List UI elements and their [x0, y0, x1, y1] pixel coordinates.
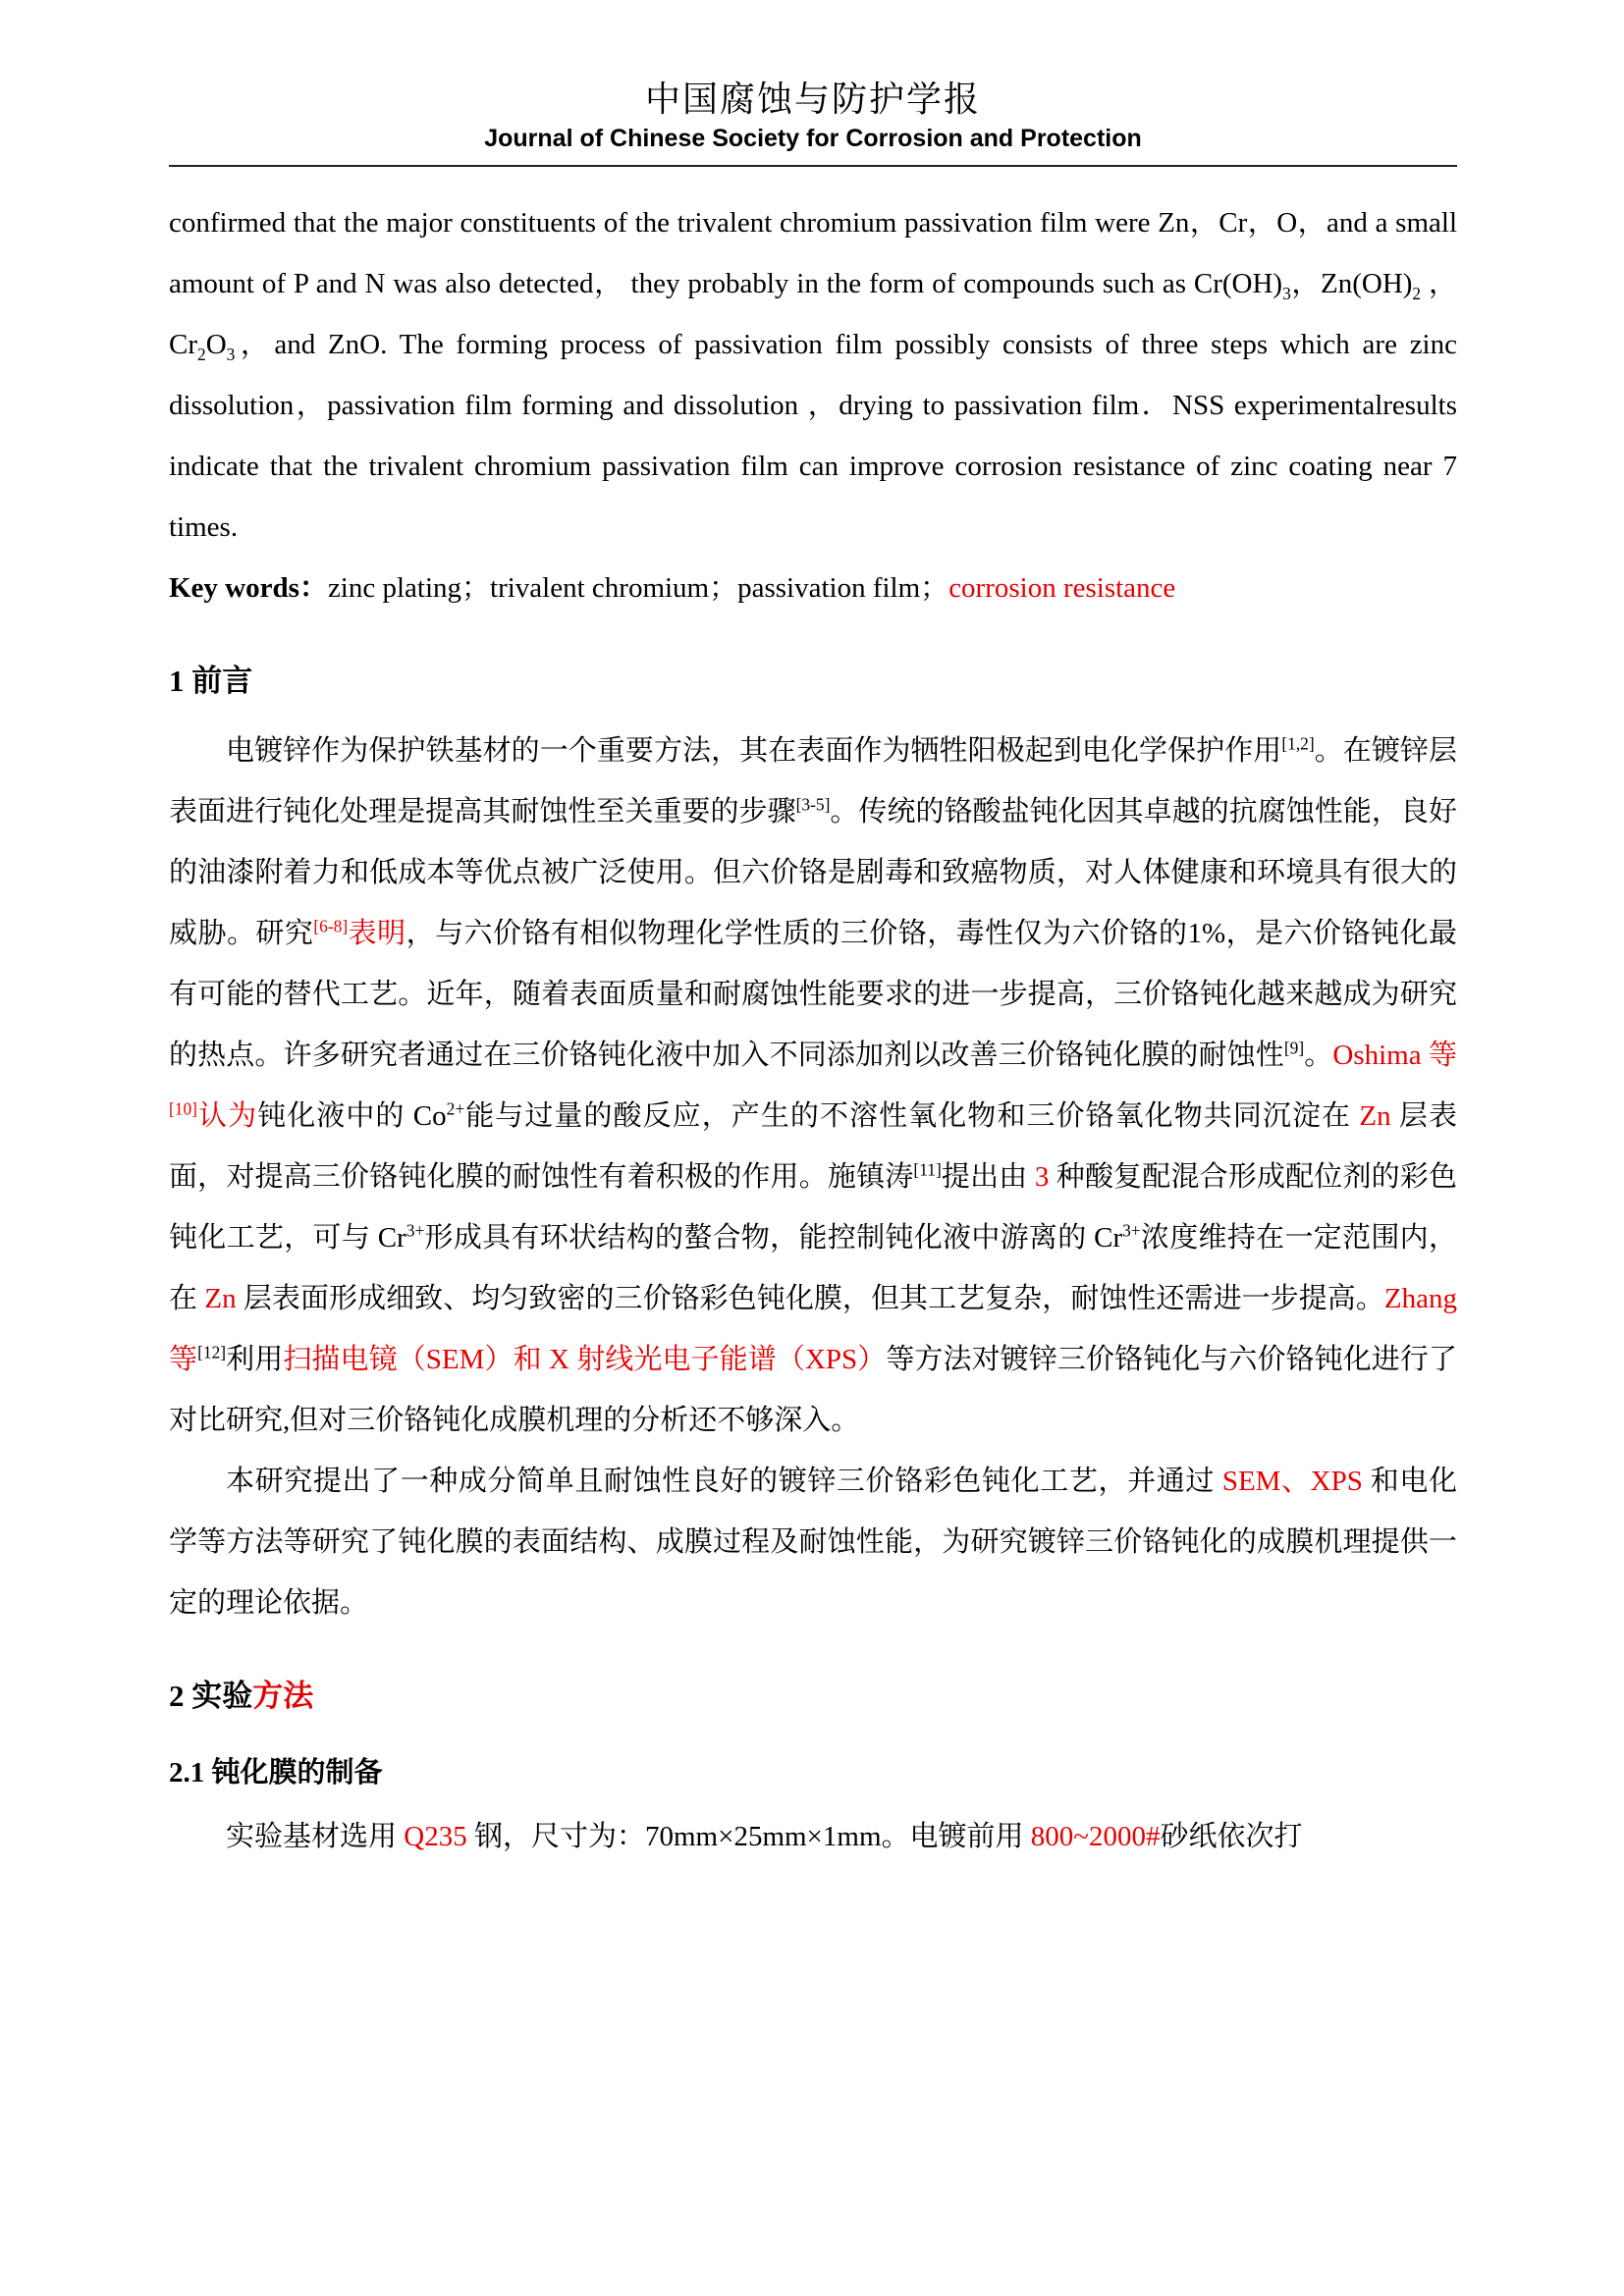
- introduction-paragraph-2: 本研究提出了一种成分简单且耐蚀性良好的镀锌三价铬彩色钝化工艺，并通过 SEM、XPS 和电化学等方法等研究了钝化膜的表面结构、成膜过程及耐蚀性能，为研究镀锌三价铬钝化的成膜机理提供一定的理论依据。: [169, 1466, 1457, 1619]
- section-heading-experiment-method: 2 实验方法: [169, 1679, 314, 1713]
- introduction-paragraph-1: 电镀锌作为保护铁基材的一个重要方法，其在表面作为牺牲阳极起到电化学保护作用[1,2]。在镀锌层表面进行钝化处理是提高其耐蚀性至关重要的步骤[3-5]。传统的铬酸盐钝化因其卓越的抗腐蚀性能，良好的油漆附着力和低成本等优点被广泛使用。但六价铬是剧毒和致癌物质，对人体健康和环境具有很大的威胁。研究[6-8]表明，与六价铬有相似物理化学性质的三价铬，毒性仅为六价铬的1%，是六价铬钝化最有可能的替代工艺。近年，随着表面质量和耐腐蚀性能要求的进一步提高，三价铬钝化越来越成为研究的热点。许多研究者通过在三价铬钝化液中加入不同添加剂以改善三价铬钝化膜的耐蚀性[9]。Oshima 等[10]认为钝化液中的 $Co^{2+}$能与过量的酸反应，产生的不溶性氧化物和三价铬氧化物共同沉淀在 Zn 层表面，对提高三价铬钝化膜的耐蚀性有着积极的作用。施镇涛[11]提出由 3 种酸复配混合形成配位剂的彩色钝化工艺，可与 $Cr^{3+}$形成具有环状结构的螯合物，能控制钝化液中游离的 $Cr^{3+}$浓度维持在一定范围内，在 Zn 层表面形成细致、均匀致密的三价铬彩色钝化膜，但其工艺复杂，耐蚀性还需进一步提高。Zhang 等[12]利用扫描电镜（SEM）和 X 射线光电子能谱（XPS）等方法对镀锌三价铬钝化与六价铬钝化进行了对比研究,但对三价铬钝化成膜机理的分析还不够深入。: [169, 733, 1457, 1436]
- subsection-heading-film-preparation: 2.1 钝化膜的制备: [169, 1757, 383, 1789]
- journal-header: [169, 77, 1457, 167]
- keywords-line: Key words：zinc plating；trivalent chromium；passivation film；corrosion resistance: [169, 572, 1176, 604]
- journal-title-cn: 中国腐蚀与防护学报: [644, 80, 981, 119]
- section-heading-introduction: 1 前言: [169, 664, 253, 698]
- journal-title-en: Journal of Chinese Society for Corrosion and Protection: [169, 122, 1457, 167]
- experiment-paragraph: 实验基材选用 Q235 钢，尺寸为：70mm×25mm×1mm。电镀前用 800~2000#砂纸依次打: [226, 1821, 1303, 1852]
- document-body: [169, 192, 1457, 1867]
- abstract-paragraph: confirmed that the major constituents of the trivalent chromium passivation film were Zn，Cr，O，and a small amount of P and N was also detected， they probably in the form of compounds such as $Cr(OH)_3$，$Zn(OH)_2$ ，$Cr_2O_3$，and ZnO. The forming process of passivation film possibly consists of three steps which are zinc dissolution，passivation film forming and dissolution ，drying to passivation film．NSS experimentalresults indicate that the trivalent chromium passivation film can improve corrosion resistance of zinc coating near 7 times.: [169, 207, 1457, 543]
